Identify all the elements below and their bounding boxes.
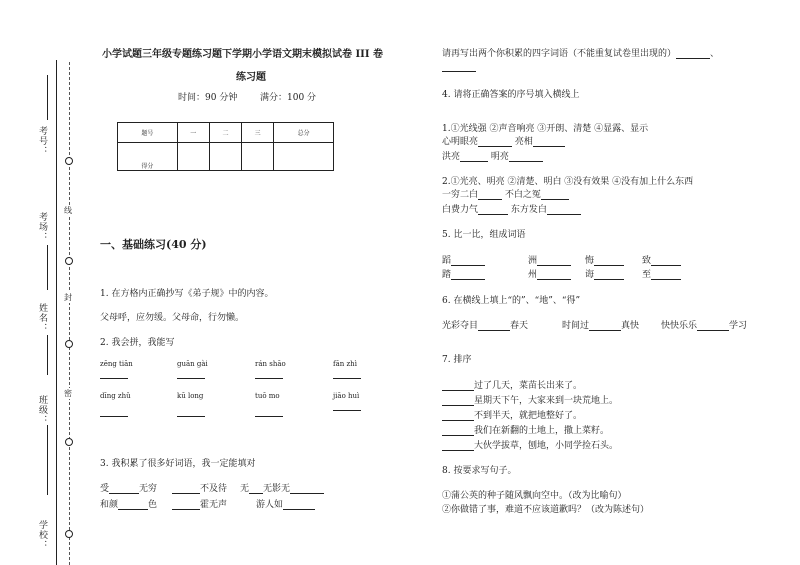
word: 明亮 — [490, 152, 509, 162]
table-cell: 二 — [209, 123, 241, 143]
char-pair — [442, 253, 485, 266]
sentence: 大伙学拔草，刨地，小同学捡石头。 — [474, 441, 619, 451]
question-text: 请再写出两个你积累的四字词语（不能重复试卷里出现的） — [442, 49, 677, 59]
name-label: 姓名： — [37, 303, 47, 333]
exam-room-label: 考场： — [37, 212, 47, 242]
ordering-item — [442, 438, 618, 451]
phrase: 光彩夺目 — [442, 321, 479, 331]
binding-hole-circle — [65, 438, 73, 446]
paper-title-line2: 练习题 — [236, 72, 266, 83]
table-cell: 三 — [242, 123, 274, 143]
sentence: 不到半天，就把地整好了。 — [474, 411, 583, 421]
answer-blank[interactable] — [651, 279, 681, 280]
answer-blank[interactable] — [442, 420, 474, 421]
word: 白费力气 — [442, 205, 479, 215]
answer-blank[interactable] — [333, 378, 361, 379]
answer-blank[interactable] — [100, 416, 128, 417]
char-pair — [585, 253, 624, 266]
pinyin: jiāo huì — [333, 392, 360, 400]
idiom-row — [256, 497, 315, 510]
fill-row — [442, 202, 581, 215]
phrase: 时间过 — [562, 321, 590, 331]
ordering-item — [442, 393, 618, 406]
separator: 、 — [710, 49, 720, 59]
answer-blank[interactable] — [547, 214, 581, 215]
exam-time: 时间：90 分钟 — [178, 93, 238, 103]
pinyin: zēng tiān — [100, 360, 133, 368]
exam-number-label: 考号： — [37, 126, 47, 156]
binding-hole-circle — [65, 157, 73, 165]
answer-blank[interactable] — [333, 410, 361, 411]
character: 诲 — [585, 270, 595, 280]
class-label: 班级： — [37, 395, 47, 425]
score-table — [117, 122, 334, 171]
character: 至 — [642, 270, 652, 280]
word: 不白之冤 — [504, 190, 541, 200]
table-cell[interactable] — [242, 143, 274, 171]
fill-row — [442, 187, 569, 200]
binding-hole-circle — [65, 257, 73, 265]
fold-mark-seal: 封 — [64, 293, 72, 302]
char-pair — [585, 267, 624, 280]
question-2-prompt: 2. 我会拼，我能写 — [100, 338, 175, 348]
question-4-options: 1.①光线强 ②声音响亮 ③开朗、清楚 ④显露、显示 — [442, 124, 649, 134]
answer-blank[interactable] — [442, 390, 474, 391]
fill-row — [442, 134, 565, 147]
rewrite-sentence-1: ①蒲公英的种子随风飘向空中。（改为比喻句） — [442, 491, 627, 501]
answer-blank[interactable] — [100, 378, 128, 379]
score-table-score-row — [118, 143, 334, 171]
answer-blank[interactable] — [478, 199, 502, 200]
character: 洲 — [528, 256, 538, 266]
answer-blank[interactable] — [509, 161, 543, 162]
idiom-text: 受 — [100, 484, 110, 494]
idiom-text: 色 — [148, 500, 158, 510]
answer-blank[interactable] — [594, 265, 624, 266]
table-cell[interactable] — [209, 143, 241, 171]
answer-blank[interactable] — [172, 493, 200, 494]
phrase: 快快乐乐 — [661, 321, 698, 331]
character: 州 — [528, 270, 538, 280]
idiom-text: 霍无声 — [200, 500, 228, 510]
name-blank — [47, 335, 48, 375]
school-label: 学校： — [37, 520, 47, 550]
answer-blank[interactable] — [478, 146, 512, 147]
fill-row — [562, 318, 639, 331]
answer-blank[interactable] — [533, 146, 565, 147]
ordering-item — [442, 408, 582, 421]
answer-blank[interactable] — [172, 509, 200, 510]
question-1-prompt: 1. 在方格内正确抄写《弟子规》中的内容。 — [100, 289, 274, 299]
answer-blank[interactable] — [594, 279, 624, 280]
idiom-text: 无 — [240, 484, 250, 494]
answer-blank[interactable] — [478, 330, 510, 331]
pinyin: guān gài — [177, 360, 208, 368]
ordering-item — [442, 423, 609, 436]
question-1-text: 父母呼，应勿缓。父母命，行勿懒。 — [100, 313, 245, 323]
fill-row — [442, 149, 543, 162]
word: 东方发白 — [510, 205, 547, 215]
pinyin: tuō mo — [255, 392, 280, 400]
exam-room-blank — [47, 245, 48, 290]
fill-row — [661, 318, 747, 331]
character: 致 — [642, 256, 652, 266]
class-blank — [47, 425, 48, 495]
idiom-text: 不及待 — [200, 484, 228, 494]
answer-blank[interactable] — [451, 279, 485, 280]
idiom-text: 游人如 — [256, 500, 284, 510]
question-4-prompt: 4. 请将正确答案的序号填入横线上 — [442, 90, 580, 100]
pinyin: kū long — [177, 392, 204, 400]
answer-blank[interactable] — [451, 265, 485, 266]
answer-blank[interactable] — [442, 61, 476, 72]
ordering-item — [442, 378, 582, 391]
phrase: 真快 — [621, 321, 640, 331]
answer-blank[interactable] — [290, 493, 324, 494]
question-3-prompt: 3. 我积累了很多好词语，我一定能填对 — [100, 459, 256, 469]
word: 心明眼亮 — [442, 137, 479, 147]
answer-blank[interactable] — [651, 265, 681, 266]
character: 踏 — [442, 270, 452, 280]
answer-blank[interactable] — [460, 161, 488, 162]
paper-title: 小学试题三年级专题练习题下学期小学语文期末模拟试卷 III 卷 — [102, 49, 383, 60]
answer-blank[interactable] — [255, 416, 283, 417]
char-pair — [528, 253, 571, 266]
margin-rule — [56, 60, 57, 565]
idiom-row — [172, 481, 227, 494]
idiom-text: 无影无 — [263, 484, 291, 494]
idiom-text: 和颜 — [100, 500, 119, 510]
pinyin: fān zhì — [333, 360, 357, 368]
rewrite-sentence-2: ②你做错了事，难道不应该道歉吗？（改为陈述句） — [442, 505, 650, 515]
sentence: 星期天下午，大家来到一块荒地上。 — [474, 396, 619, 406]
answer-blank[interactable] — [109, 493, 139, 494]
answer-blank[interactable] — [249, 493, 263, 494]
question-7-prompt: 7. 排序 — [442, 355, 472, 365]
binding-hole-circle — [65, 340, 73, 348]
fill-row — [442, 318, 528, 331]
table-cell[interactable] — [274, 143, 334, 171]
idiom-text: 无穷 — [139, 484, 158, 494]
score-table-header-row — [118, 123, 334, 143]
answer-blank[interactable] — [255, 378, 283, 379]
question-6-prompt: 6. 在横线上填上“的”、“地”、“得” — [442, 296, 581, 306]
sentence: 过了几天，菜苗长出来了。 — [474, 381, 583, 391]
answer-blank[interactable] — [177, 378, 205, 379]
answer-blank[interactable] — [442, 405, 474, 406]
char-pair — [642, 267, 681, 280]
answer-blank[interactable] — [589, 330, 621, 331]
answer-blank[interactable] — [118, 509, 148, 510]
table-cell: 一 — [177, 123, 209, 143]
word: 洪亮 — [442, 152, 461, 162]
char-pair — [642, 253, 681, 266]
char-pair — [528, 267, 571, 280]
character: 悔 — [585, 256, 595, 266]
table-cell: 得分 — [118, 143, 178, 171]
word: 一穷二白 — [442, 190, 479, 200]
full-score: 满分：100 分 — [260, 93, 317, 103]
section-title: 一、基础练习(40 分) — [100, 238, 207, 251]
pinyin: rán shāo — [255, 360, 286, 368]
table-cell: 总分 — [274, 123, 334, 143]
word: 亮相 — [514, 137, 533, 147]
fold-mark-secret: 密 — [64, 389, 72, 398]
fold-mark-line: 线 — [64, 206, 72, 215]
question-5-prompt: 5. 比一比，组成词语 — [442, 230, 526, 240]
answer-blank[interactable] — [478, 214, 508, 215]
fold-dashed-line — [69, 62, 70, 565]
idiom-row — [240, 481, 324, 494]
character: 蹈 — [442, 256, 452, 266]
char-pair — [442, 267, 485, 280]
answer-blank[interactable] — [676, 58, 710, 59]
answer-blank[interactable] — [537, 265, 571, 266]
question-3-continued — [442, 46, 719, 59]
answer-blank[interactable] — [541, 199, 569, 200]
table-cell: 题号 — [118, 123, 178, 143]
idiom-row — [100, 481, 157, 494]
idiom-row — [172, 497, 227, 510]
exam-number-blank — [47, 75, 48, 120]
phrase: 春天 — [510, 321, 529, 331]
question-4-options-2: 2.①光亮、明亮 ②清楚、明白 ③没有效果 ④没有加上什么东西 — [442, 177, 694, 187]
sentence: 我们在新翻的土地上，撒上菜籽。 — [474, 426, 610, 436]
answer-blank[interactable] — [442, 435, 474, 436]
answer-blank[interactable] — [442, 450, 474, 451]
question-8-prompt: 8. 按要求写句子。 — [442, 466, 517, 476]
binding-hole-circle — [65, 530, 73, 538]
answer-blank[interactable] — [537, 279, 571, 280]
answer-blank[interactable] — [697, 330, 729, 331]
idiom-row — [100, 497, 157, 510]
answer-blank[interactable] — [177, 416, 205, 417]
table-cell[interactable] — [177, 143, 209, 171]
phrase: 学习 — [729, 321, 748, 331]
answer-blank[interactable] — [283, 509, 315, 510]
pinyin: dīng zhǔ — [100, 392, 131, 400]
